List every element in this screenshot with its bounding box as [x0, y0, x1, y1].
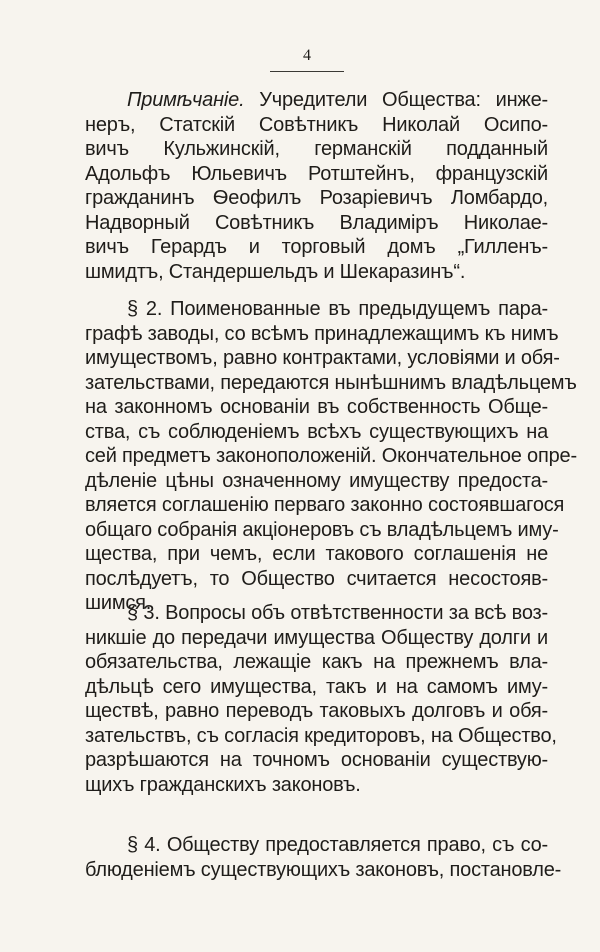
section-2-line-7: сей предметъ законоположеній. Окончательное опре- [85, 445, 577, 467]
section-3-line-4: дѣльцѣ сего имущества, такъ и на самомъ иму- [85, 675, 548, 698]
note-line-2: неръ, Статскій Совѣтникъ Николай Осипо- [85, 113, 548, 136]
section-2-line-1: § 2. Поименованные въ предыдущемъ пара- [127, 298, 548, 320]
section-4-line-1: § 4. Обществу предоставляется право, съ со- [127, 834, 548, 856]
section-3-line-2: никшіе до передачи имущества Обществу долги и [85, 626, 548, 649]
note-line-8: шмидтъ, Стандершельдъ и Шекаразинъ“. [85, 260, 466, 283]
note-line-4: Адольфъ Юльевичъ Ротштейнъ, французскій [85, 162, 548, 185]
section-2-line-8: дѣленіе цѣны означенному имуществу предоста- [85, 469, 548, 492]
section-2-line-12: послѣдуетъ, то Общество считается несостояв- [85, 567, 548, 590]
section-2-line-4: зательствами, передаются нынѣшнимъ владѣльцемъ [85, 371, 577, 394]
note-line-1-text: Учредители Общества: инже- [259, 89, 548, 111]
section-3-line-6: зательствъ, съ согласія кредиторовъ, на Общество, [85, 724, 557, 747]
section-2-line-11: щества, при чемъ, если такового соглашенія не [85, 543, 548, 565]
page-header [270, 48, 344, 72]
section-2-line-9: вляется соглашенію перваго законно состоявшагося [85, 494, 565, 516]
section-2-line-2: графѣ заводы, со всѣмъ принадлежащимъ къ нимъ [85, 322, 559, 345]
note-line-7: вичъ Герардъ и торговый домъ „Гилленъ- [85, 236, 548, 258]
note-title: Примѣчаніе. [127, 89, 245, 111]
section-3-line-7: разрѣшаются на точномъ основаніи существую- [85, 749, 548, 771]
note-paragraph [85, 88, 548, 284]
page-number: 4 [303, 47, 311, 64]
section-2-line-5: на законномъ основаніи въ собственность Обще- [85, 396, 548, 418]
section-2-line-10: общаго собранія акціонеровъ съ владѣльцемъ иму- [85, 518, 559, 541]
section-4-line-2: блюденіемъ существующихъ законовъ, постановле- [85, 858, 562, 881]
section-3-line-8: щихъ гражданскихъ законовъ. [85, 773, 361, 796]
section-2-line-13: шимся. [85, 592, 152, 614]
section-3-line-1: § 3. Вопросы объ отвѣтственности за всѣ воз- [127, 602, 548, 624]
section-3-line-5: ществѣ, равно переводъ таковыхъ долговъ и обя- [85, 700, 548, 722]
section-3-paragraph [85, 601, 557, 797]
section-3-line-3: обязательства, лежащіе какъ на прежнемъ вла- [85, 651, 548, 673]
section-2-line-6: ства, съ соблюденіемъ всѣхъ существующихъ на [85, 420, 548, 443]
section-4-paragraph [85, 833, 562, 882]
section-2-paragraph [85, 297, 577, 616]
section-2-line-3: имуществомъ, равно контрактами, условіями и обя- [85, 347, 560, 369]
note-line-5: гражданинъ Ѳеофилъ Розаріевичъ Ломбардо, [85, 187, 548, 209]
note-line-1 [85, 88, 548, 113]
note-line-6: Надворный Совѣтникъ Владиміръ Николае- [85, 211, 548, 234]
header-rule [270, 71, 344, 72]
note-line-3: вичъ Кульжинскій, германскій подданный [85, 138, 548, 160]
